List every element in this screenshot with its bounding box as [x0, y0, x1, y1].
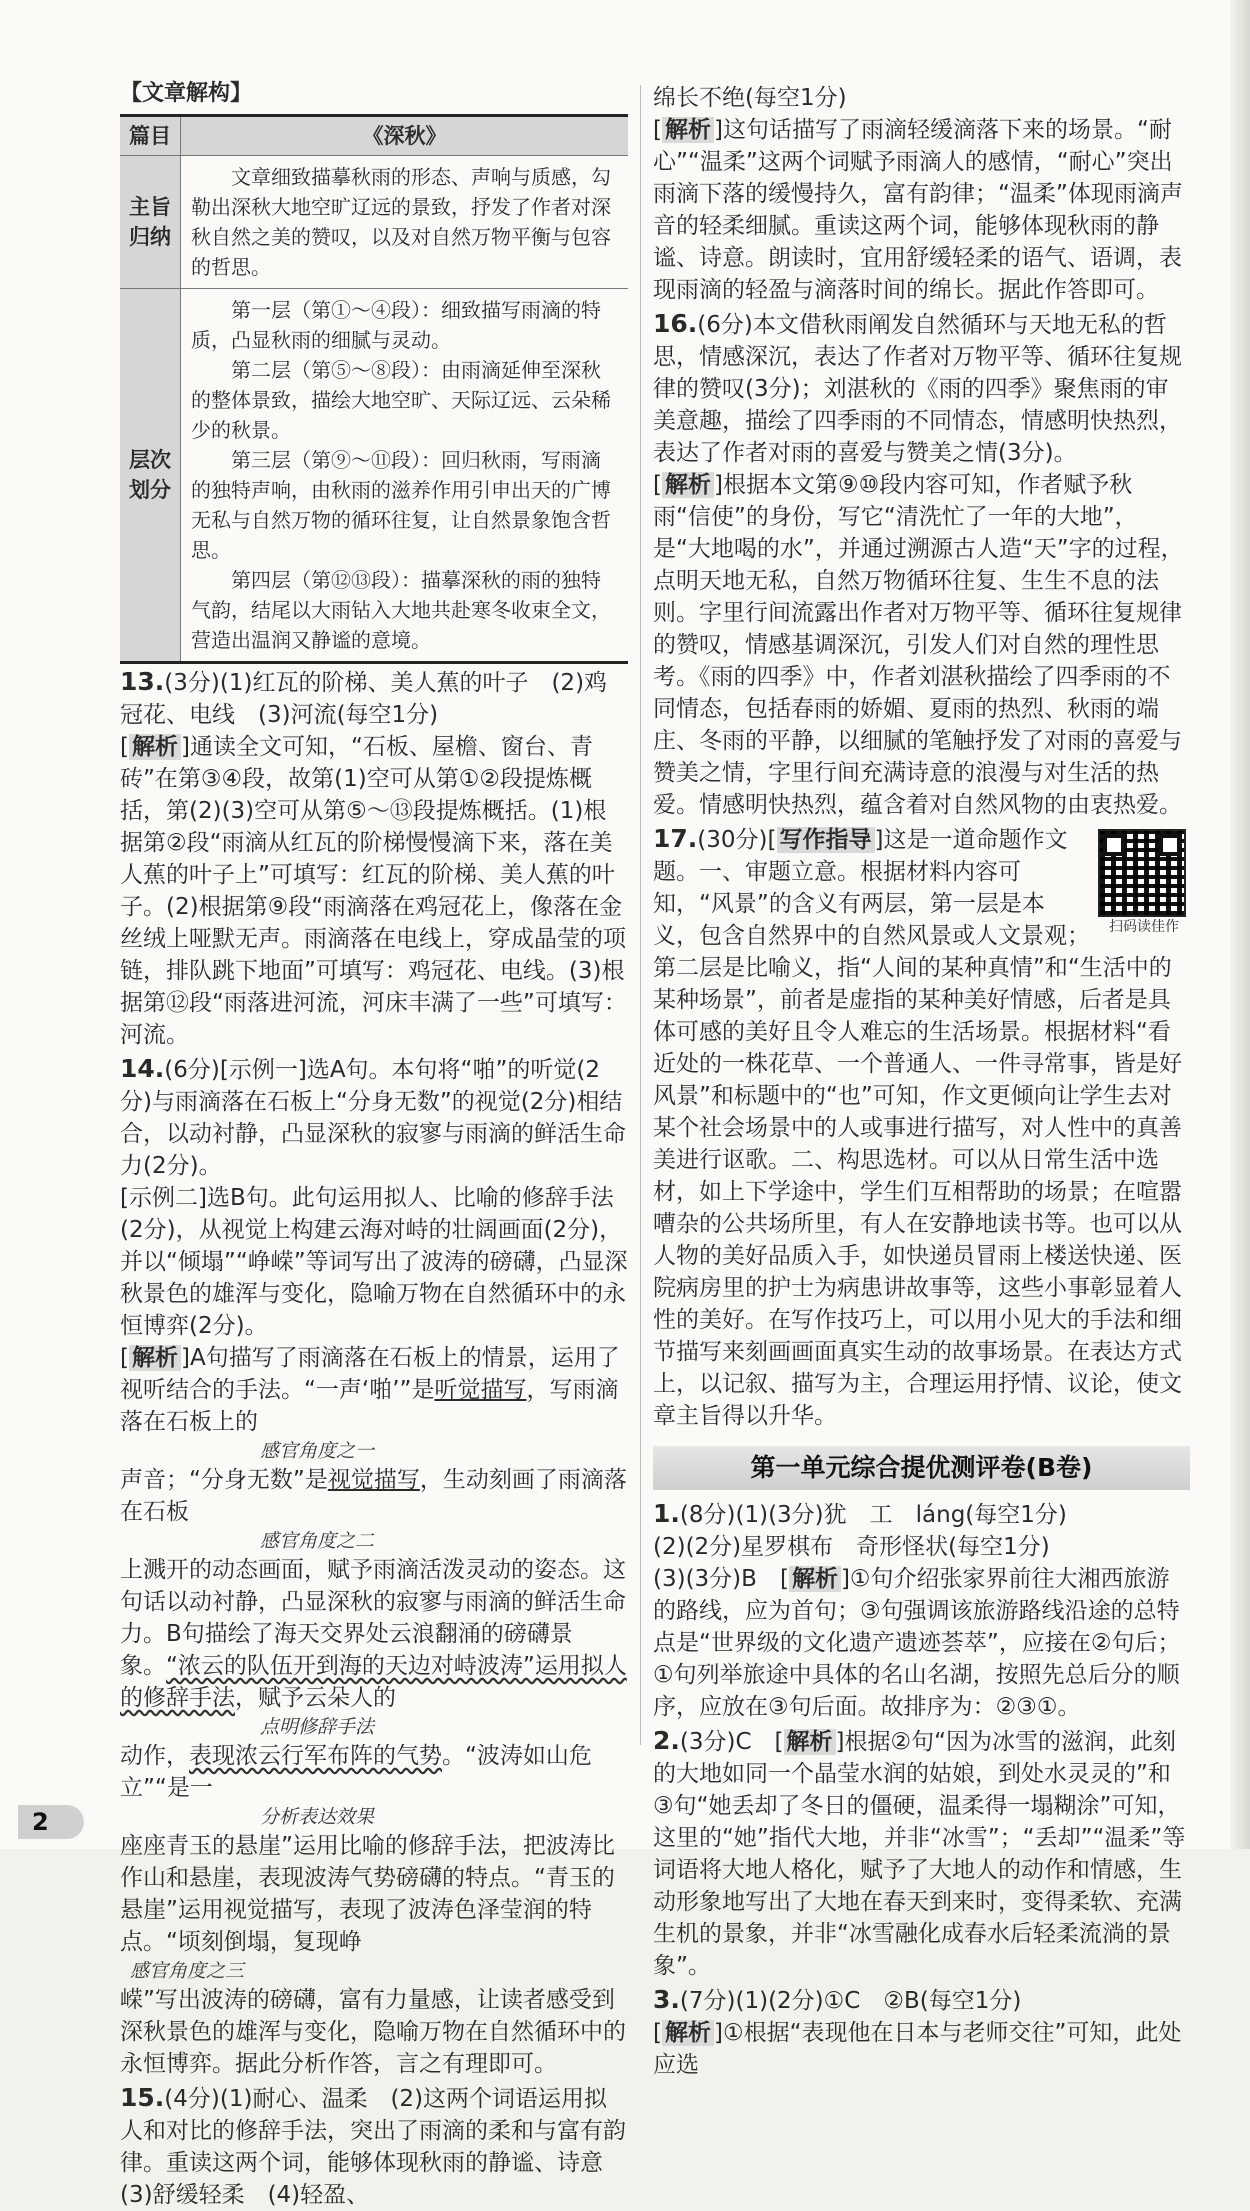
q14-analysis-part: 。“波涛如山危立”“是一: [120, 1743, 592, 1801]
q14-highlight: 表现浓云行军布阵的气势: [189, 1743, 442, 1769]
layer-2: 第二层（第⑤～⑧段）：由雨滴延伸至深秋的整体景致，描绘大地空旷、天际辽远、云朵稀少的秋景。: [191, 358, 611, 442]
qr-code-icon[interactable]: [1098, 829, 1186, 917]
left-column: [120, 78, 628, 2211]
q15-answer: (4分)(1)耐心、温柔 (2)这两个词语运用拟人和对比的修辞手法，突出了雨滴的柔和与富有韵律。重读这两个词，能够体现秋雨的静谧、诗意 (3)舒缓轻柔 (4)轻盈、: [120, 2086, 626, 2208]
section-banner: 第一单元综合提优测评卷(B卷): [653, 1446, 1190, 1490]
q13-answer: (3分)(1)红瓦的阶梯、美人蕉的叶子 (2)鸡冠花、电线 (3)河流(每空1分): [120, 670, 608, 728]
b-question-1: 1.(8分)(1)(3分)犹 工 láng(每空1分) (2)(2分)星罗棋布 奇形怪状(每空1分) (3)(3分)B [ 解析 ]①句介绍张家界前往大湘西旅游的路线，应为首句；③句强调该旅游路线沿途的总特点是“世界级的文化遗产遗迹荟萃”，应接在②句后；①句列举旅途中具体的名山名湖，按照先总后分的顺序，应放在③句后面。故排序为：②③①。: [653, 1498, 1190, 1723]
q15-continued: 绵长不绝(每空1分): [653, 85, 847, 111]
table-row: [120, 289, 628, 663]
b2-number: 2.: [653, 1726, 680, 1755]
margin-note: 点明修辞手法: [260, 1716, 375, 1738]
q17-score: (30分): [697, 827, 768, 853]
q14-analysis-part: 声音；“分身无数”是: [120, 1467, 328, 1493]
row-label-layers: 层次划分: [120, 289, 181, 663]
q17-guide: 这是一道命题作文题。一、审题立意。根据材料内容可知，“风景”的含义有两层，第一层是本义，包含自然界中的自然风景或人文景观；第二层是比喻义，指“人间的某种真情”和“生活中的某种场景”，前者是虚指的某种美好情感，后者是具体可感的美好且令人难忘的生活场景。根据材料“看近处的一株花草、一个普通人、一件寻常事，皆是好风景”和标题中的“也”可知，作文更倾向让学生去对某个社会场景中的人或事进行描写，对人性中的真善美进行讴歌。二、构思选材。可以从日常生活中选材，如上下学途中，学生们互相帮助的场景；在喧嚣嘈杂的公共场所里，有人在安静地读书等。也可以从人物的美好品质入手，如快递员冒雨上楼送快递、医院病房里的护士为病患讲故事等，这些小事彰显着人性的美好。在写作技巧上，可以用小见大的手法和细节描写来刻画画面真实生动的故事场景。在表达方式上，以记叙、描写为主，合理运用抒情、议论，使文章主旨得以升华。: [653, 827, 1182, 1429]
q13-number: 13.: [120, 667, 165, 696]
b3-number: 3.: [653, 1985, 680, 2014]
q15-analysis-tag: 解析: [662, 117, 714, 143]
table-col-label: 篇目: [120, 116, 181, 156]
structure-table: [120, 114, 628, 664]
q14-analysis-part: A句描写了雨滴落在石板上的情景，运用了视听结合的手法。“一声‘啪’”是: [120, 1345, 620, 1403]
qr-code[interactable]: [1098, 829, 1190, 937]
row-label-theme: 主旨归纳: [120, 156, 181, 289]
b2-analysis: 根据②句“因为冰雪的滋润，此刻的大地如同一个晶莹水润的姑娘，到处水灵灵的”和③句“她丢却了冬日的僵硬，温柔得一塌糊涂”可知，这里的“她”指代大地，并非“冰雪”；“丢却”“温柔”等词语将大地人格化，赋予了大地人的动作和情感，生动形象地写出了大地在春天到来时，变得柔软、充满生机的景象，并非“冰雪融化成春水后轻柔流淌的景象”。: [653, 1729, 1186, 1979]
question-14: 14.(6分)[示例一]选A句。本句将“啪”的听觉(2分)与雨滴落在石板上“分身无数”的视觉(2分)相结合，以动衬静，凸显深秋的寂寥与雨滴的鲜活生命力(2分)。 [示例二]选B句。此句运用拟人、比喻的修辞手法(2分)，从视觉上构建云海对峙的壮阔画面(2分)，并以“倾塌”“峥嵘”等词写出了波涛的磅礴，凸显深秋景色的雄浑与变化，隐喻万物在自然循环中的永恒博弈(2分)。 [ 解析 ]A句描写了雨滴落在石板上的情景，运用了视听结合的手法。“一声‘啪’”是听觉描写，写雨滴落在石板上的 感官角度之一 声音；“分身无数”是视觉描写，生动刻画了雨滴落在石板 感官角度之二 上溅开的动态画面，赋予雨滴活泼灵动的姿态。这句话以动衬静，凸显深秋的寂寥与雨滴的鲜活生命力。B句描绘了海天交界处云浪翻涌的磅礴景象。“浓云的队伍开到海的天边对峙波涛”运用拟人的修辞手法，赋予云朵人的 点明修辞手法 动作，表现浓云行军布阵的气势。“波涛如山危立”“是一 分析表达效果 座座青玉的悬崖”运用比喻的修辞手法，把波涛比作山和悬崖，表现波涛气势磅礴的特点。“青玉的悬崖”运用视觉描写，表现了波涛色泽莹润的特点。“顷刻倒塌，复现峥 感官角度之三 嵘”写出波涛的磅礴，富有力量感，让读者感受到深秋景色的雄浑与变化，隐喻万物在自然循环中的永恒博弈。据此分析作答，言之有理即可。: [120, 1053, 628, 2080]
layer-3: 第三层（第⑨～⑪段）：回归秋雨，写雨滴的独特声响，由秋雨的滋养作用引申出天的广博无私与自然万物的循环往复，让自然景象饱含哲思。: [191, 448, 611, 562]
q14-analysis-part: 上溅开的动态画面，赋予雨滴活泼灵动的姿态。这句话以动衬静，凸显深秋的寂寥与雨滴的鲜活生命力。B句描绘了海天交界处云浪翻涌的磅礴景象。: [120, 1557, 626, 1679]
q14-analysis-part: ，写雨滴落在石板上的: [120, 1377, 619, 1435]
row-text-theme: 文章细致描摹秋雨的形态、声响与质感，勾勒出深秋大地空旷辽远的景致，抒发了作者对深秋自然之美的赞叹，以及对自然万物平衡与包容的哲思。: [181, 156, 629, 289]
q14-highlight: 听觉描写: [434, 1377, 527, 1403]
margin-note: 感官角度之一: [260, 1440, 375, 1462]
q14-analysis-tag: 解析: [129, 1345, 181, 1371]
q13-analysis-tag: 解析: [129, 734, 181, 760]
b1-number: 1.: [653, 1499, 680, 1528]
b3-analysis: ①根据“表现他在日本与老师交往”可知，此处应选: [653, 2020, 1182, 2078]
q16-analysis-tag: 解析: [662, 472, 714, 498]
b3-answer: (7分)(1)(2分)①C ②B(每空1分): [679, 1988, 1022, 2014]
q14-highlight: 视觉描写: [327, 1467, 420, 1493]
margin-note: 分析表达效果: [260, 1806, 375, 1828]
section-title: 【文章解构】: [120, 81, 253, 106]
column-divider: [640, 85, 641, 1745]
table-col-title: 《深秋》: [181, 116, 629, 156]
b3-analysis-tag: 解析: [662, 2020, 714, 2046]
margin-note: 感官角度之二: [260, 1530, 375, 1552]
question-13: 13.(3分)(1)红瓦的阶梯、美人蕉的叶子 (2)鸡冠花、电线 (3)河流(每空1分) [ 解析 ]通读全文可知，“石板、屋檐、窗台、青砖”在第③④段，故第(1)空可从第①②段提炼概括，第(2)(3)空可从第⑤～⑬段提炼概括。(1)根据第②段“雨滴从红瓦的阶梯慢慢滴下来，落在美人蕉的叶子上”可填写：红瓦的阶梯、美人蕉的叶子。(2)根据第⑨段“雨滴落在鸡冠花上，像落在金丝绒上哑默无声。雨滴落在电线上，穿成晶莹的项链，排队跳下地面”可填写：鸡冠花、电线。(3)根据第⑫段“雨落进河流，河床丰满了一些”可填写：河流。: [120, 667, 627, 1048]
b1-line-2: (2)(2分)星罗棋布 奇形怪状(每空1分): [653, 1534, 1050, 1560]
b1-line-1: (8分)(1)(3分)犹 工 láng(每空1分): [679, 1502, 1067, 1528]
b2-analysis-tag: 解析: [784, 1729, 836, 1755]
question-16: 16.(6分)本文借秋雨阐发自然循环与天地无私的哲思，情感深沉，表达了作者对万物平等、循环往复规律的赞叹(3分)；刘湛秋的《雨的四季》聚焦雨的审美意趣，描绘了四季雨的不同情态，情感明快热烈，表达了作者对雨的喜爱与赞美之情(3分)。 [ 解析 ]根据本文第⑨⑩段内容可知，作者赋予秋雨“信使”的身份，写它“清洗忙了一年的大地”，是“大地喝的水”，并通过溯源古人造“天”字的过程，点明天地无私，自然万物循环往复、生生不息的法则。字里行间流露出作者对万物平等、循环往复规律的赞叹，情感基调深沉，引发人们对自然的理性思考。《雨的四季》中，作者刘湛秋描绘了四季雨的不同情态，包括春雨的娇媚、夏雨的热烈、秋雨的端庄、冬雨的平静，以细腻的笔触抒发了对雨的喜爱与赞美之情，字里行间充满诗意的浪漫与对生活的热爱。情感明快热烈，蕴含着对自然风物的由衷热爱。: [653, 309, 1184, 818]
b1-analysis-tag: 解析: [789, 1566, 841, 1592]
q14-example-2: [示例二]选B句。此句运用拟人、比喻的修辞手法(2分)，从视觉上构建云海对峙的壮阔画面(2分)，并以“倾塌”“峥嵘”等词写出了波涛的磅礴，凸显深秋景色的雄浑与变化，隐喻万物在自然循环中的永恒博弈(2分)。: [120, 1185, 628, 1339]
q14-analysis-part: ，赋予云朵人的: [235, 1685, 396, 1711]
right-column: 绵长不绝(每空1分) [ 解析 ]这句话描写了雨滴轻缓滴落下来的场景。“耐心”“温柔”这两个词赋予雨滴人的感情，“耐心”突出雨滴下落的缓慢持久，富有韵律；“温柔”体现雨滴声音的轻柔细腻。重读这两个词，能够体现秋雨的静谧、诗意。朗读时，宜用舒缓轻柔的语气、语调，表现雨滴的轻盈与滴落时间的绵长。据此作答即可。 16.(6分)本文借秋雨阐发自然循环与天地无私的哲思，情感深沉，表达了作者对万物平等、循环往复规律的赞叹(3分)；刘湛秋的《雨的四季》聚焦雨的审美意趣，描绘了四季雨的不同情态，情感明快热烈，表达了作者对雨的喜爱与赞美之情(3分)。 [ 解析 ]根据本文第⑨⑩段内容可知，作者赋予秋雨“信使”的身份，写它“清洗忙了一年的大地”，是“大地喝的水”，并通过溯源古人造“天”字的过程，点明天地无私，自然万物循环往复、生生不息的法则。字里行间流露出作者对万物平等、循环往复规律的赞叹，情感基调深沉，引发人们对自然的理性思考。《雨的四季》中，作者刘湛秋描绘了四季雨的不同情态，包括春雨的娇媚、夏雨的热烈、秋雨的端庄、冬雨的平静，以细腻的笔触抒发了对雨的喜爱与赞美之情，字里行间充满诗意的浪漫与对生活的热爱。情感明快热烈，蕴含着对自然风物的由衷热爱。 扫码读佳作 17.(30分)[ 写作指导 ]这是一道命题作文题。一、审题立意。根据材料内容可知，“风景”的含义有两层，第一层是本义，包含自然界中的自然风景或人文景观；第二层是比喻义，指“人间的某种真情”和“生活中的某种场景”，前者是虚指的某种美好情感，后者是具体可感的美好且令人难忘的生活场景。根据材料“看近处的一株花草、一个普通人、一件寻常事，皆是好风景”和标题中的“也”可知，作文更倾向让学生去对某个社会场景中的人或事进行描写，对人性中的真善美进行讴歌。二、构思选材。可以从日常生活中选材，如上下学途中，学生们互相帮助的场景；在喧嚣嘈杂的公共场所里，有人在安静地读书等。也可以从人物的美好品质入手，如快递员冒雨上楼送快递、医院病房里的护士为病患讲故事等，这些小事彰显着人性的美好。在写作技巧上，可以用小见大的手法和细节描写来刻画画面真实生动的故事场景。在表达方式上，以记叙、描写为主，合理运用抒情、议论，使文章主旨得以升华。 第一单元综合提优测评卷(B卷) 1.(8分)(1)(3分)犹 工 láng(每空1分) (2)(2分)星罗棋布 奇形怪状(每空1分) (3)(3分)B [ 解析 ]①句介绍张家界前往大湘西旅游的路线，应为首句；③句强调该旅游路线沿途的总特点是“世界级的文化遗产遗迹荟萃”，应接在②句后；①句列举旅途中具体的名山名湖，按照先总后分的顺序，应放在③句后面。故排序为：②③①。 2.(3分)C [ 解析 ]根据②句“因为冰雪的滋润，此刻的大地如同一个晶莹水润的姑娘，到处水灵灵的”和③句“她丢却了冬日的僵硬，温柔得一塌糊涂”可知，这里的“她”指代大地，并非“冰雪”；“丢却”“温柔”等词语将大地人格化，赋予了大地人的动作和情感，生动形象地写出了大地在春天到来时，变得柔软、充满生机的景象，并非“冰雪融化成春水后轻柔流淌的景象”。 3.(7分)(1)(2分)①C ②B(每空1分) [ 解析 ]①根据“表现他在日本与老师交往”可知，此处应选: [653, 82, 1190, 2081]
b1-line-3: (3)(3分)B: [653, 1566, 780, 1592]
b-question-2: 2.(3分)C [ 解析 ]根据②句“因为冰雪的滋润，此刻的大地如同一个晶莹水润的姑娘，到处水灵灵的”和③句“她丢却了冬日的僵硬，温柔得一塌糊涂”可知，这里的“她”指代大地，并非“冰雪”；“丢却”“温柔”等词语将大地人格化，赋予了大地人的动作和情感，生动形象地写出了大地在春天到来时，变得柔软、充满生机的景象，并非“冰雪融化成春水后轻柔流淌的景象”。: [653, 1726, 1186, 1979]
q14-analysis-part: 座座青玉的悬崖”运用比喻的修辞手法，把波涛比作山和悬崖，表现波涛气势磅礴的特点。“青玉的悬崖”运用视觉描写，表现了波涛色泽莹润的特点。“顷刻倒塌，复现峥: [120, 1833, 615, 1955]
q17-guide-tag: 写作指导: [777, 827, 875, 853]
question-15: [120, 2082, 628, 2211]
layer-1: 第一层（第①～④段）：细致描写雨滴的特质，凸显秋雨的细腻与灵动。: [191, 298, 601, 352]
q15-number: 15.: [120, 2083, 165, 2112]
q14-highlight: “浓云的队伍开到海的天边对峙波涛”运用拟人的修辞手法: [120, 1653, 627, 1711]
q14-analysis-part: ，生动刻画了雨滴落在石板: [120, 1467, 627, 1525]
q14-number: 14.: [120, 1054, 165, 1083]
q17-number: 17.: [653, 824, 698, 853]
question-17: 扫码读佳作 17.(30分)[ 写作指导 ]这是一道命题作文题。一、审题立意。根据材料内容可知，“风景”的含义有两层，第一层是本义，包含自然界中的自然风景或人文景观；第二层是比喻义，指“人间的某种真情”和“生活中的某种场景”，前者是虚指的某种美好情感，后者是具体可感的美好且令人难忘的生活场景。根据材料“看近处的一株花草、一个普通人、一件寻常事，皆是好风景”和标题中的“也”可知，作文更倾向让学生去对某个社会场景中的人或事进行描写，对人性中的真善美进行讴歌。二、构思选材。可以从日常生活中选材，如上下学途中，学生们互相帮助的场景；在喧嚣嘈杂的公共场所里，有人在安静地读书等。也可以从人物的美好品质入手，如快递员冒雨上楼送快递、医院病房里的护士为病患讲故事等，这些小事彰显着人性的美好。在写作技巧上，可以用小见大的手法和细节描写来刻画画面真实生动的故事场景。在表达方式上，以记叙、描写为主，合理运用抒情、议论，使文章主旨得以升华。: [653, 823, 1190, 1432]
q14-analysis-part: 动作，: [120, 1743, 189, 1769]
q13-analysis: 通读全文可知，“石板、屋檐、窗台、青砖”在第③④段，故第(1)空可从第①②段提炼概括，第(2)(3)空可从第⑤～⑬段提炼概括。(1)根据第②段“雨滴从红瓦的阶梯慢慢滴下来，落在美人蕉的叶子上”可填写：红瓦的阶梯、美人蕉的叶子。(2)根据第⑨段“雨滴落在鸡冠花上，像落在金丝绒上哑默无声。雨滴落在电线上，穿成晶莹的项链，排队跳下地面”可填写：鸡冠花、电线。(3)根据第⑫段“雨落进河流，河床丰满了一些”可填写：河流。: [120, 734, 627, 1048]
row-text-layers: [181, 289, 629, 663]
page-edge: [1230, 0, 1250, 1849]
q14-example-1: (6分)[示例一]选A句。本句将“啪”的听觉(2分)与雨滴落在石板上“分身无数”的视觉(2分)相结合，以动衬静，凸显深秋的寂寥与雨滴的鲜活生命力(2分)。: [120, 1057, 626, 1179]
table-row: [120, 156, 628, 289]
layer-4: 第四层（第⑫⑬段）：描摹深秋的雨的独特气韵，结尾以大雨钻入大地共赴寒冬收束全文，营造出温润又静谧的意境。: [191, 568, 611, 652]
b-question-3: 3.(7分)(1)(2分)①C ②B(每空1分) [ 解析 ]①根据“表现他在日本与老师交往”可知，此处应选: [653, 1985, 1182, 2078]
margin-note: 感官角度之三: [130, 1960, 245, 1982]
q14-analysis-part: 嵘”写出波涛的磅礴，富有力量感，让读者感受到深秋景色的雄浑与变化，隐喻万物在自然循环中的永恒博弈。据此分析作答，言之有理即可。: [120, 1987, 626, 2077]
qr-caption: 扫码读佳作: [1109, 919, 1179, 935]
q16-answer: (6分)本文借秋雨阐发自然循环与天地无私的哲思，情感深沉，表达了作者对万物平等、循环往复规律的赞叹(3分)；刘湛秋的《雨的四季》聚焦雨的审美意趣，描绘了四季雨的不同情态，情感明快热烈，表达了作者对雨的喜爱与赞美之情(3分)。: [653, 312, 1182, 466]
b1-analysis: ①句介绍张家界前往大湘西旅游的路线，应为首句；③句强调该旅游路线沿途的总特点是“世界级的文化遗产遗迹荟萃”，应接在②句后；①句列举旅途中具体的名山名湖，按照先总后分的顺序，应放在③句后面。故排序为：②③①。: [653, 1566, 1181, 1720]
q16-analysis: 根据本文第⑨⑩段内容可知，作者赋予秋雨“信使”的身份，写它“清洗忙了一年的大地”，是“大地喝的水”，并通过溯源古人造“天”字的过程，点明天地无私，自然万物循环往复、生生不息的法则。字里行间流露出作者对万物平等、循环往复规律的赞叹，情感基调深沉，引发人们对自然的理性思考。《雨的四季》中，作者刘湛秋描绘了四季雨的不同情态，包括春雨的娇媚、夏雨的热烈、秋雨的端庄、冬雨的平静，以细腻的笔触抒发了对雨的喜爱与赞美之情，字里行间充满诗意的浪漫与对生活的热爱。情感明快热烈，蕴含着对自然风物的由衷热爱。: [653, 472, 1184, 818]
q15-analysis: 这句话描写了雨滴轻缓滴落下来的场景。“耐心”“温柔”这两个词赋予雨滴人的感情，“耐心”突出雨滴下落的缓慢持久，富有韵律；“温柔”体现雨滴声音的轻柔细腻。重读这两个词，能够体现秋雨的静谧、诗意。朗读时，宜用舒缓轻柔的语气、语调，表现雨滴的轻盈与滴落时间的绵长。据此作答即可。: [653, 117, 1183, 303]
q16-number: 16.: [653, 309, 698, 338]
b2-answer: (3分)C: [679, 1729, 775, 1755]
page-number: 2: [18, 1805, 84, 1839]
